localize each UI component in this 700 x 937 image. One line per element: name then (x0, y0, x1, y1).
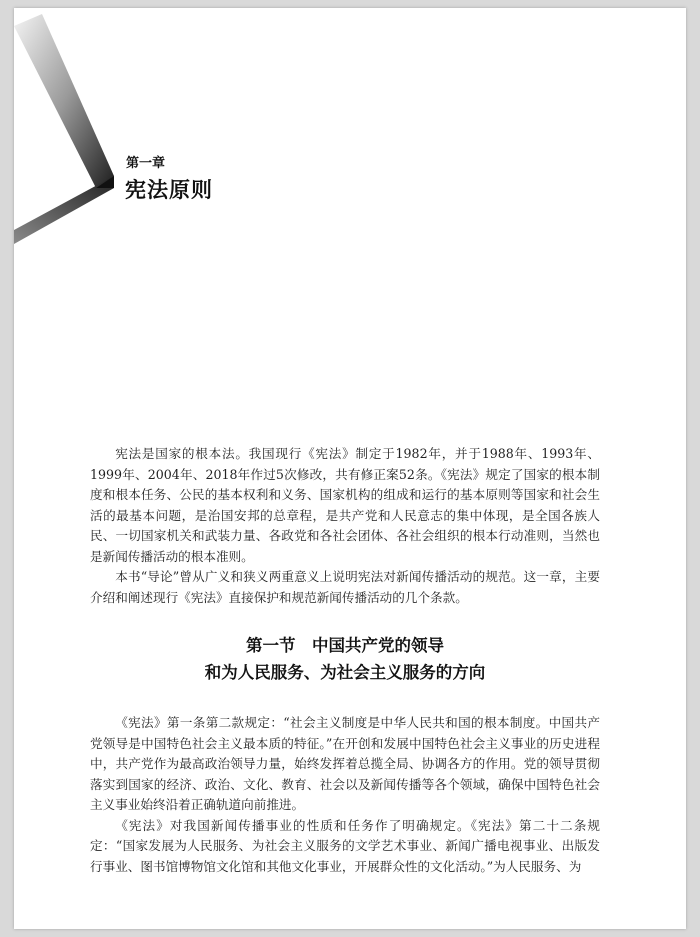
chapter-number: 第一章 (126, 156, 166, 171)
section-title-line: 第一节 中国共产党的领导 (246, 636, 444, 655)
section-title-line: 和为人民服务、为社会主义服务的方向 (204, 663, 486, 682)
section-heading (90, 632, 600, 686)
section-paragraph: 《宪法》对我国新闻传播事业的性质和任务作了明确规定。《宪法》第二十二条规定：“国家发展为人民服务、为社会主义服务的文学艺术事业、新闻广播电视事业、出版发行事业、图书馆博物馆文化馆和其他文化事业，开展群众性的文化活动。”为人民服务、为 (90, 817, 600, 874)
book-page (14, 8, 686, 929)
chapter-ribbon-decoration (14, 8, 134, 248)
intro-paragraph: 本书“导论”曾从广义和狭义两重意义上说明宪法对新闻传播活动的规范。这一章，主要介绍和阐述现行《宪法》直接保护和规范新闻传播活动的几个条款。 (90, 569, 600, 605)
chapter-intro (90, 444, 600, 608)
section-body (90, 713, 600, 877)
section-paragraph: 《宪法》第一条第二款规定：“社会主义制度是中华人民共和国的根本制度。中国共产党领导是中国特色社会主义最本质的特征。”在开创和发展中国特色社会主义事业的历史进程中，共产党作为最高政治领导力量，始终发挥着总揽全局、协调各方的作用。党的领导贯彻落实到国家的经济、政治、文化、教育、社会以及新闻传播等各个领域，确保中国特色社会主义事业始终沿着正确轨道向前推进。 (90, 715, 600, 812)
chapter-title: 宪法原则 (125, 178, 213, 202)
intro-paragraph: 宪法是国家的根本法。我国现行《宪法》制定于1982年，并于1988年、1993年、1999年、2004年、2018年作过5次修改，共有修正案52条。《宪法》规定了国家的根本制度和根本任务、公民的基本权利和义务、国家机构的组成和运行的基本原则等国家和社会生活的最基本问题，是治国安邦的总章程，是共产党和人民意志的集中体现，是全国各族人民、一切国家机关和武装力量、各政党和各社会团体、各社会组织的根本行动准则，当然也是新闻传播活动的根本准则。 (90, 446, 600, 564)
